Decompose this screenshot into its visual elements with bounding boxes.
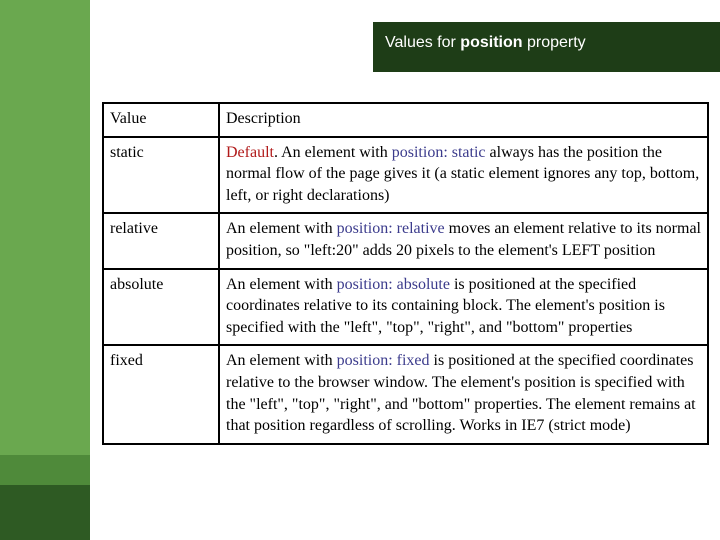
table-row-absolute — [103, 269, 708, 346]
title-post: property — [522, 34, 586, 51]
default-label: Default — [226, 143, 274, 161]
table-row-fixed — [103, 345, 708, 443]
table-row-static — [103, 137, 708, 214]
value-cell: absolute — [103, 269, 219, 346]
description-text: always has the position the normal flow of the page gives it (a static element ignores any top, bottom, left, or right declarations) — [226, 143, 700, 204]
value-cell: static — [103, 137, 219, 214]
code-value: position: absolute — [336, 275, 450, 293]
value-cell: fixed — [103, 345, 219, 443]
description-cell — [219, 213, 708, 268]
position-values-table — [102, 102, 709, 445]
description-text: An element with — [226, 352, 337, 370]
description-text: . An element with — [273, 143, 392, 161]
code-value: position: fixed — [336, 352, 430, 370]
description-text: An element with — [226, 220, 337, 238]
code-value: position: static — [391, 143, 486, 161]
title-pre: Values for — [385, 34, 461, 51]
table-row-relative — [103, 213, 708, 268]
description-cell — [219, 269, 708, 346]
value-cell: relative — [103, 213, 219, 268]
left-accent-bar — [0, 0, 90, 540]
description-cell — [219, 137, 708, 214]
code-value: position: relative — [336, 220, 445, 238]
header-value: Value — [103, 103, 219, 137]
left-bar-band-mid — [0, 455, 90, 485]
description-cell — [219, 345, 708, 443]
table-header-row — [103, 103, 708, 137]
description-text: is positioned at the specified coordinates relative to the browser window. The element's position is specified with the "left", "top", "right", and "bottom" properties. The element remains at that position regardless of scrolling. Works in IE7 (strict mode) — [226, 352, 696, 435]
left-bar-band-dark — [0, 485, 90, 540]
header-description: Description — [219, 103, 708, 137]
description-text: moves an element relative to its normal position, so "left:20" adds 20 pixels to the element's LEFT position — [226, 220, 701, 259]
description-text: is positioned at the specified coordinates relative to its containing block. The element's position is specified with the "left", "top", "right", and "bottom" properties — [226, 275, 665, 336]
description-text: An element with — [226, 275, 337, 293]
slide-title — [373, 22, 720, 72]
title-bold: position — [460, 34, 523, 51]
